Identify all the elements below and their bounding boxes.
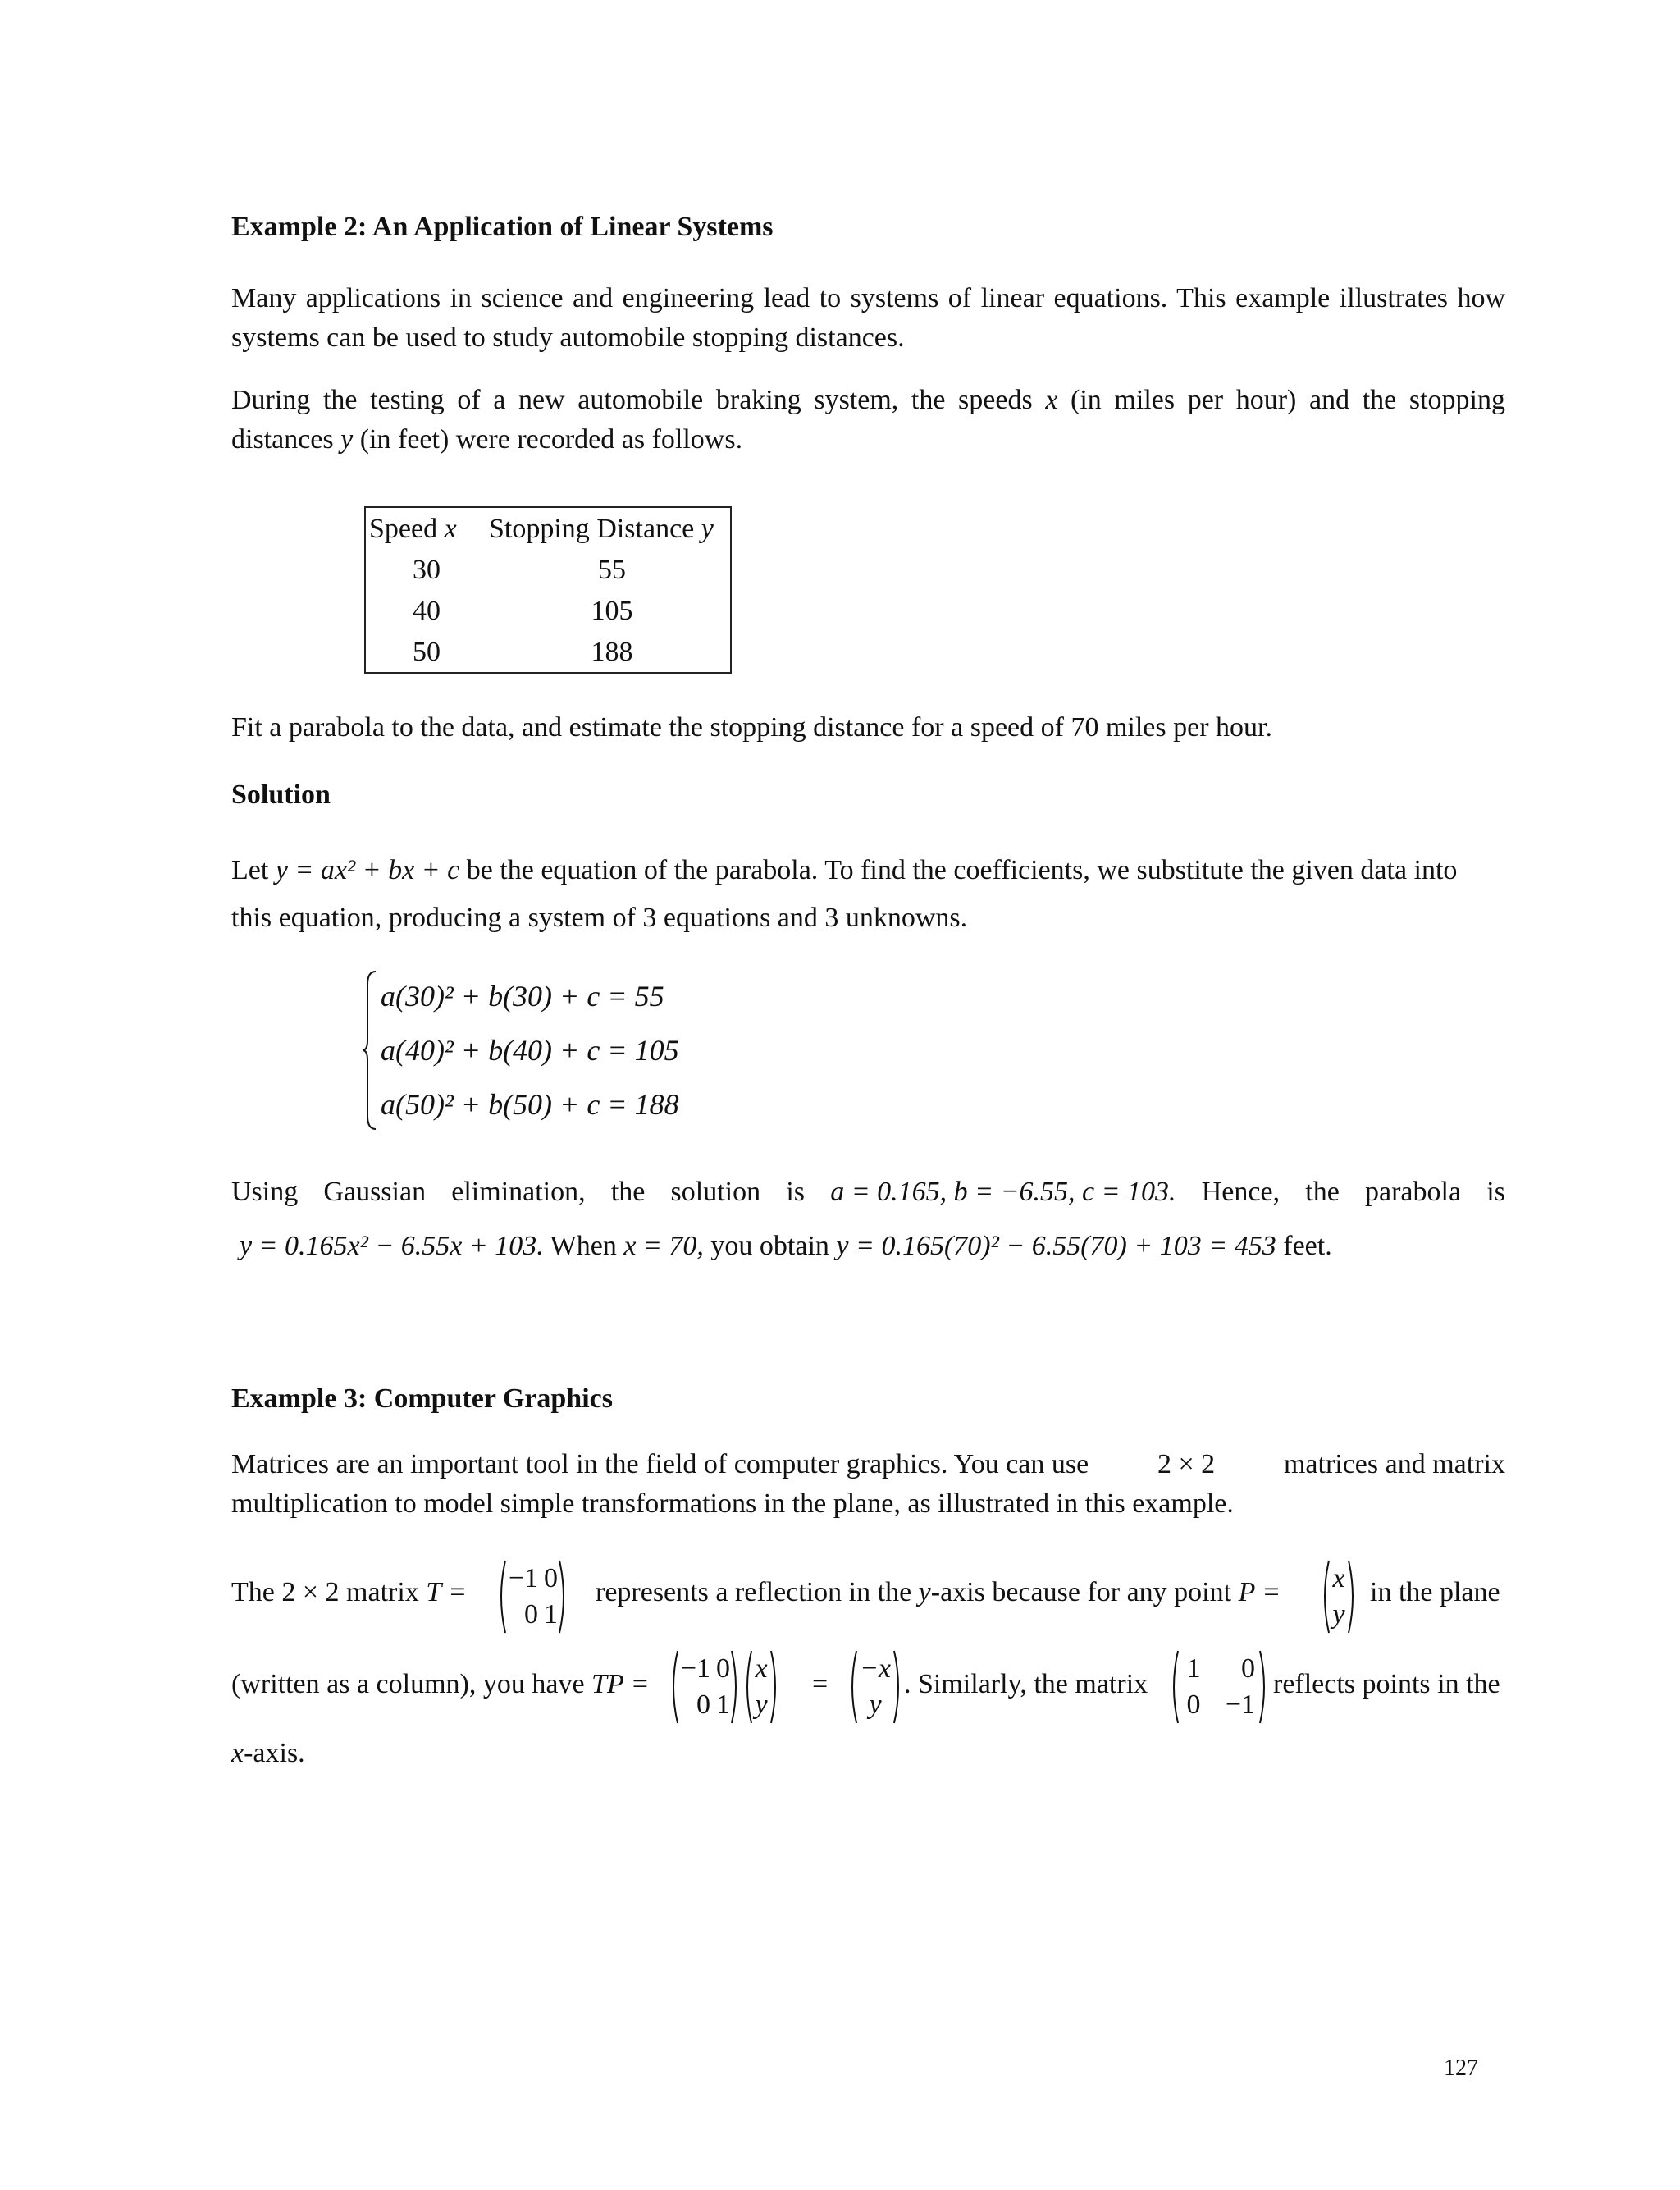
example-2-heading: Example 2: An Application of Linear Systems: [231, 212, 774, 242]
result-feet: feet.: [1276, 1231, 1332, 1261]
matrix-text: matrix: [339, 1577, 427, 1607]
vector-cell: x: [755, 1653, 768, 1684]
TP-symbol: TP =: [591, 1669, 650, 1699]
left-paren-icon: [1319, 1559, 1331, 1634]
matrix-cell: 0: [696, 1689, 710, 1720]
speed-cell: 30: [413, 555, 441, 585]
testing-text-3: (in feet) were recorded as follows.: [353, 424, 743, 455]
header-distance-label: Stopping Distance: [489, 514, 701, 544]
represents-y: y: [918, 1577, 931, 1607]
vector-cell: x: [1332, 1563, 1345, 1593]
right-paren-icon: [558, 1559, 569, 1634]
intro-text-a: Matrices are an important tool in the field of computer graphics. You can use: [231, 1449, 1089, 1479]
stopping-calc: y = 0.165(70)² − 6.55(70) + 103 = 453: [836, 1231, 1276, 1261]
parabola-result: y = 0.165x² − 6.55x + 103.: [240, 1231, 544, 1261]
equation-row: a(30)² + b(30) + c = 55: [381, 980, 664, 1013]
word: elimination,: [451, 1177, 586, 1207]
header-speed-var: x: [444, 514, 457, 544]
matrix-cell: −1: [680, 1653, 710, 1684]
matrix-T: [495, 1559, 569, 1634]
distance-cell: 105: [591, 596, 633, 626]
word: solution: [670, 1177, 761, 1207]
right-paren-icon: [892, 1649, 904, 1725]
vector-xy: [742, 1649, 781, 1725]
dim-text: 2 × 2: [281, 1577, 340, 1607]
testing-paragraph: [231, 381, 1505, 459]
example-3-intro-line-2: multiplication to model simple transformations in the plane, as illustrated in this example.: [231, 1488, 1234, 1519]
matrix-cell: −1: [508, 1563, 538, 1593]
matrix-cell: 1: [1186, 1653, 1201, 1684]
vector-cell: y: [1332, 1599, 1345, 1630]
vector-P: [1319, 1559, 1358, 1634]
word: Hence,: [1201, 1177, 1281, 1207]
right-paren-icon: [1258, 1649, 1270, 1725]
word: parabola: [1365, 1177, 1462, 1207]
left-paren-icon: [1168, 1649, 1180, 1725]
table-row: [366, 633, 730, 672]
left-paren-icon: [668, 1649, 679, 1725]
word: the: [610, 1177, 646, 1207]
testing-text-1: During the testing of a new automobile braking system, the speeds: [231, 385, 1046, 415]
x-axis-rest: -axis.: [244, 1738, 305, 1768]
word: is: [1486, 1177, 1505, 1207]
matrix-cell: 0: [524, 1599, 538, 1630]
T-symbol: T =: [426, 1577, 468, 1607]
word: Using: [231, 1177, 299, 1207]
represents-text: [596, 1572, 1281, 1613]
header-distance-var: y: [701, 514, 714, 544]
testing-var-y: y: [340, 424, 354, 455]
header-speed: [369, 510, 457, 549]
word: Gaussian: [323, 1177, 427, 1207]
example-2-intro: Many applications in science and engineering lead to systems of linear equations. This example illustrates how systems can be used to study automobile stopping distances.: [231, 283, 1505, 353]
speed-distance-table: [364, 506, 732, 674]
let-prefix: Let: [231, 855, 276, 885]
parabola-equation: y = ax² + bx + c: [275, 855, 460, 885]
matrix-TP: [668, 1649, 742, 1725]
word: the: [1305, 1177, 1340, 1207]
vector-cell: y: [755, 1689, 768, 1720]
header-distance: [489, 510, 714, 549]
speed-cell: 40: [413, 596, 441, 626]
matrix-cell: 0: [1241, 1653, 1255, 1684]
task-statement: Fit a parabola to the data, and estimate the stopping distance for a speed of 70 miles per hour.: [231, 712, 1272, 743]
example-3-heading: Example 3: Computer Graphics: [231, 1383, 613, 1414]
vector-cell: −x: [859, 1653, 892, 1684]
in-plane-text: in the plane: [1370, 1577, 1500, 1607]
right-paren-icon: [1347, 1559, 1358, 1634]
left-paren-icon: [495, 1559, 507, 1634]
solution-values: a = 0.165, b = −6.55, c = 103.: [830, 1177, 1176, 1207]
table-header: [366, 510, 730, 549]
matrix-cell: 1: [544, 1599, 558, 1630]
right-paren-icon: [730, 1649, 742, 1725]
matrix-cell: 0: [716, 1653, 730, 1684]
result-when: When: [543, 1231, 624, 1261]
matrix-cell: −1: [1225, 1689, 1255, 1720]
represents-b: -axis because for any point: [930, 1577, 1239, 1607]
right-paren-icon: [769, 1649, 781, 1725]
solution-heading: Solution: [231, 780, 331, 810]
let-line-2: this equation, producing a system of 3 equations and 3 unknowns.: [231, 903, 968, 933]
example-3-intro-line-1: [231, 1449, 1505, 1480]
distance-cell: 188: [591, 637, 633, 667]
result-obtain: you obtain: [703, 1231, 837, 1261]
intro-text-b: matrices and matrix: [1283, 1449, 1505, 1479]
table-row: [366, 592, 730, 631]
distance-cell: 55: [598, 555, 626, 585]
x-value: x = 70,: [623, 1231, 704, 1261]
the-text: The: [231, 1577, 282, 1607]
x-axis-text: [231, 1733, 305, 1774]
equation-row: a(40)² + b(40) + c = 105: [381, 1034, 679, 1067]
vector-result: [847, 1649, 904, 1725]
equals-sign: =: [812, 1669, 829, 1699]
matrix-cell: 1: [716, 1689, 730, 1720]
page-number: 127: [1444, 2055, 1478, 2081]
the-label: [231, 1572, 467, 1613]
let-line-1: [231, 850, 1505, 891]
equation-system: [361, 968, 705, 1132]
similarly-text: . Similarly, the matrix: [904, 1669, 1148, 1699]
table-row: [366, 551, 730, 590]
represents-a: represents a reflection in the: [596, 1577, 919, 1607]
equation-row: a(50)² + b(50) + c = 188: [381, 1088, 679, 1121]
matrix-reflect-x: [1168, 1649, 1270, 1725]
testing-var-x: x: [1045, 385, 1058, 415]
speed-cell: 50: [413, 637, 441, 667]
word: is: [786, 1177, 805, 1207]
written-a: (written as a column), you have: [231, 1669, 592, 1699]
matrix-cell: 0: [544, 1563, 558, 1593]
left-brace-icon: [361, 968, 377, 1132]
testing-text-2: (in miles per hour) and the stopping distances: [231, 385, 1505, 455]
left-paren-icon: [742, 1649, 753, 1725]
reflects-text: reflects points in the: [1273, 1669, 1500, 1699]
written-text: [231, 1664, 650, 1705]
gaussian-line: [231, 1172, 1505, 1213]
let-suffix: be the equation of the parabola. To find the coefficients, we substitute the given data into: [459, 855, 1458, 885]
x-axis-var: x: [231, 1738, 244, 1768]
vector-cell: y: [869, 1689, 882, 1720]
result-line: [240, 1226, 1332, 1267]
header-speed-label: Speed: [369, 514, 445, 544]
matrix-cell: 0: [1186, 1689, 1201, 1720]
left-paren-icon: [847, 1649, 858, 1725]
P-symbol: P =: [1238, 1577, 1281, 1607]
intro-dim: 2 × 2: [1157, 1449, 1216, 1479]
